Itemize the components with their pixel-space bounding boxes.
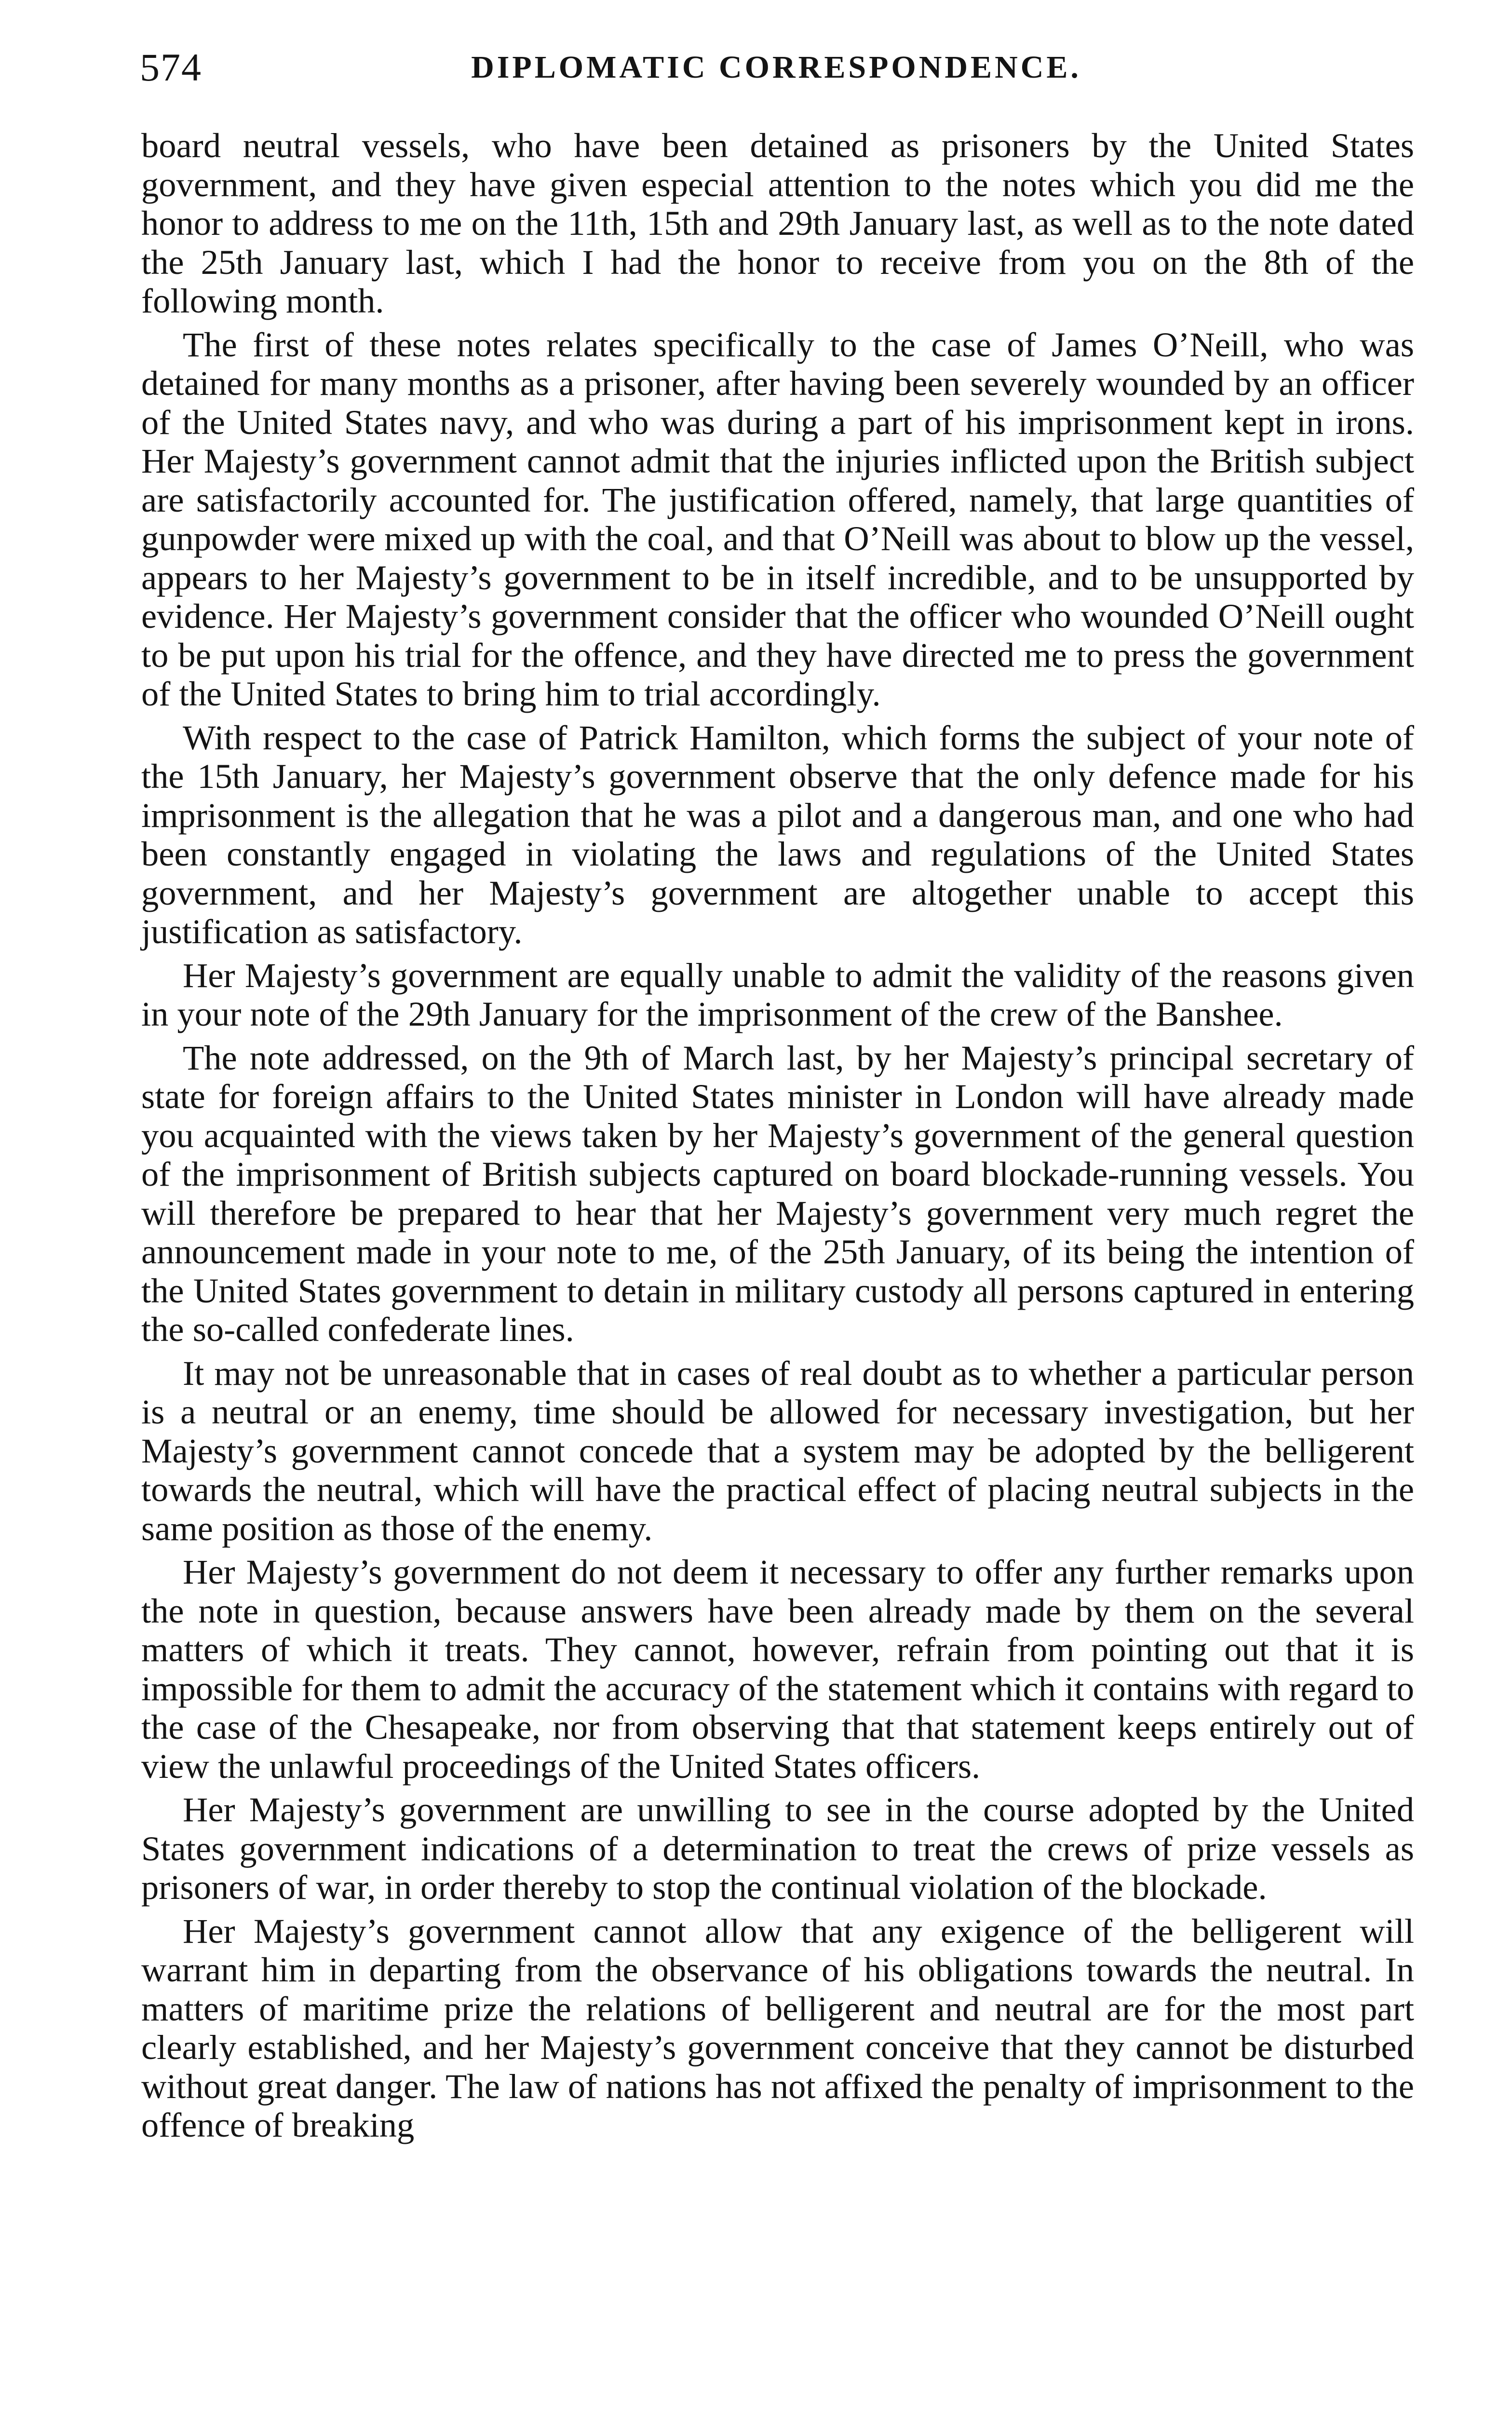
paragraph-chesapeake: Her Majesty’s government do not deem it necessary to offer any further remarks upon the note in question, because answers have been already made by them on the several matters of which it treats. They cannot, however, refrain from pointing out that it is impossible for them to admit the accuracy of the statement which it contains with regard to the case of the Chesapeake, nor from observing that that statement keeps entirely out of view the unlawful proceedings of the United States officers. [141,1552,1414,1786]
paragraph-prize-crews: Her Majesty’s government are unwilling to see in the course adopted by the United States government indications of a determination to treat the crews of prize vessels as prisoners of war, in order thereby to stop the continual violation of the blockade. [141,1790,1414,1907]
paragraph-march-note: The note addressed, on the 9th of March last, by her Majesty’s principal secretary of state for foreign affairs to the United States minister in London will have already made you acquainted with the views taken by her Majesty’s government of the general question of the imprisonment of British subjects captured on board blockade-running vessels. You will therefore be prepared to hear that her Majesty’s government very much regret the announcement made in your note to me, of the 25th January, of its being the intention of the United States government to detain in military custody all persons captured in entering the so-called confederate lines. [141,1038,1414,1349]
page-header [140,39,1413,96]
page-number: 574 [140,45,202,89]
paragraph-hamilton-case: With respect to the case of Patrick Hamilton, which forms the subject of your note of the 15th January, her Majesty’s government observe that the only defence made for his imprisonment is the allegation that he was a pilot and a dangerous man, and one who had been constantly engaged in violating the laws and regulations of the United States government, and her Majesty’s government are altogether unable to accept this justification as satisfactory. [141,718,1414,951]
paragraph-investigation: It may not be unreasonable that in cases of real doubt as to whether a particular person is a neutral or an enemy, time should be allowed for necessary investigation, but her Majesty’s government cannot concede that a system may be adopted by the belligerent towards the neutral, which will have the practical effect of placing neutral subjects in the same position as those of the enemy. [141,1353,1414,1548]
body-text [141,126,1414,2150]
paragraph-oneill-case: The first of these notes relates specifically to the case of James O’Neill, who was detained for many months as a prisoner, after having been severely wounded by an officer of the United States navy, and who was during a part of his imprisonment kept in irons. Her Majesty’s government cannot admit that the injuries inflicted upon the British subject are satisfactorily accounted for. The justification offered, namely, that large quantities of gunpowder were mixed up with the coal, and that O’Neill was about to blow up the vessel, appears to her Majesty’s government to be in itself incredible, and to be unsupported by evidence. Her Majesty’s government consider that the officer who wounded O’Neill ought to be put upon his trial for the offence, and they have directed me to press the government of the United States to bring him to trial accordingly. [141,325,1414,713]
paragraph-banshee-crew: Her Majesty’s government are equally unable to admit the validity of the reasons given in your note of the 29th January for the imprisonment of the crew of the Banshee. [141,955,1414,1033]
paragraph-maritime-prize: Her Majesty’s government cannot allow that any exigence of the belligerent will warrant him in departing from the observance of his obligations towards the neutral. In matters of maritime prize the relations of belligerent and neutral are for the most part clearly established, and her Majesty’s government conceive that they cannot be disturbed without great danger. The law of nations has not affixed the penalty of imprisonment to the offence of breaking [141,1911,1414,2144]
running-title: DIPLOMATIC CORRESPONDENCE. [471,50,1081,85]
paragraph-continuation: board neutral vessels, who have been detained as prisoners by the United States government, and they have given especial attention to the notes which you did me the honor to address to me on the 11th, 15th and 29th January last, as well as to the note dated the 25th January last, which I had the honor to receive from you on the 8th of the following month. [141,126,1414,320]
